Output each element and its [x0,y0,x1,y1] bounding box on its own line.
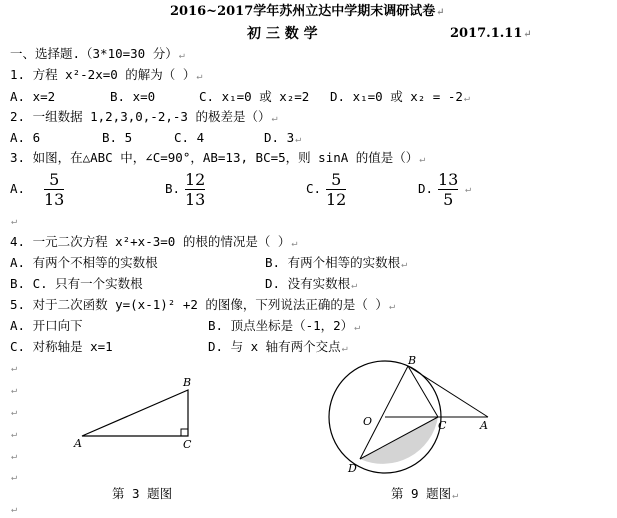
numerator: 5 [49,170,60,189]
question-3-stem: 3. 如图，在△ABC 中，∠C=90°，AB=13, BC=5，则 sinA 的值是（）↵ [10,150,426,165]
return-mark: ↵ [11,385,18,396]
question-5-option-b: B. 顶点坐标是（-1，2）↵ [208,318,361,333]
vertex-label-b: B [183,376,192,389]
question-3-option-a-letter: A. [10,181,26,196]
triangle-abc [82,390,188,436]
question-4-stem: 4. 一元二次方程 x²+x-3=0 的根的情况是（ ）↵ [10,234,298,249]
denominator: 13 [185,190,206,209]
return-mark: ↵ [11,407,18,418]
question-2-option-a: A. 6 [10,130,41,145]
question-4-option-c: B. C. 只有一个实数根 [10,276,143,291]
return-mark: ↵ [196,71,203,82]
question-3-option-d-fraction [438,170,458,209]
return-mark: ↵ [341,343,348,354]
return-mark: ↵ [452,490,459,501]
question-1-option-d: D. x₁=0 或 x₂ = -2↵ [330,89,470,104]
return-mark: ↵ [465,184,472,195]
figure-3-caption: 第 3 题图 [112,486,173,501]
return-mark: ↵ [11,451,18,462]
numerator: 13 [438,170,459,189]
vertex-label-a: A [74,437,82,450]
figure-3-triangle [70,372,210,452]
question-3-option-d-letter: D. [418,181,434,196]
question-3-option-c-fraction [326,170,346,209]
point-label-d: D [348,462,357,475]
question-3-option-b-fraction [185,170,205,209]
return-mark: ↵ [523,29,532,40]
question-4-option-b: B. 有两个相等的实数根↵ [265,255,408,270]
return-mark: ↵ [11,216,18,227]
point-label-a: A [480,419,488,432]
question-2-stem: 2. 一组数据 1,2,3,0,-2,-3 的极差是（）↵ [10,109,278,124]
return-mark: ↵ [401,259,408,270]
return-mark: ↵ [388,301,395,312]
line-ba [408,366,488,417]
question-2-option-b: B. 5 [102,130,133,145]
return-mark: ↵ [178,50,185,61]
return-mark: ↵ [463,93,470,104]
figure-9-caption: 第 9 题图↵ [391,486,459,501]
question-3-option-c-letter: C. [306,181,322,196]
return-mark: ↵ [436,7,445,18]
question-4-option-d: D. 没有实数根↵ [265,276,358,291]
question-2-option-c: C. 4 [174,130,205,145]
return-mark: ↵ [11,363,18,374]
question-1-option-a: A. x=2 [10,89,56,104]
question-4-option-a: A. 有两个不相等的实数根 [10,255,158,270]
question-5-stem: 5. 对于二次函数 y=(x-1)² +2 的图像，下列说法正确的是（ ）↵ [10,297,395,312]
return-mark: ↵ [354,322,361,333]
question-1-stem: 1. 方程 x²-2x=0 的解为（ ）↵ [10,67,203,82]
return-mark: ↵ [11,504,18,515]
question-5-option-d: D. 与 x 轴有两个交点↵ [208,339,348,354]
question-5-option-c: C. 对称轴是 x=1 [10,339,113,354]
return-mark: ↵ [291,238,298,249]
question-1-option-b: B. x=0 [110,89,156,104]
exam-date: 2017.1.11↵ [450,26,532,41]
figure-9-circle [320,355,495,480]
return-mark: ↵ [295,134,302,145]
return-mark: ↵ [351,280,358,291]
return-mark: ↵ [271,113,278,124]
denominator: 13 [44,190,65,209]
question-1-option-c: C. x₁=0 或 x₂=2 [199,89,310,104]
return-mark: ↵ [11,429,18,440]
question-3-option-b-letter: B. [165,181,181,196]
denominator: 5 [443,190,454,209]
return-mark: ↵ [11,472,18,483]
chord-bc [408,366,438,417]
point-label-o: O [363,415,373,428]
question-5-option-a: A. 开口向下 [10,318,83,333]
section-heading: 一、选择题.（3*10=30 分）↵ [10,46,185,61]
numerator: 5 [331,170,342,189]
denominator: 12 [326,190,347,209]
question-3-option-a-fraction [44,170,64,209]
vertex-label-c: C [183,438,192,451]
numerator: 12 [185,170,206,189]
return-mark: ↵ [419,154,426,165]
right-angle-mark [181,429,188,436]
point-label-b: B [408,355,417,367]
question-2-option-d: D. 3↵ [264,130,302,145]
subject-title: 初 三 数 学 [247,26,318,42]
point-label-c: C [438,419,447,432]
exam-title: 2016~2017学年苏州立达中学期末调研试卷↵ [170,4,445,19]
